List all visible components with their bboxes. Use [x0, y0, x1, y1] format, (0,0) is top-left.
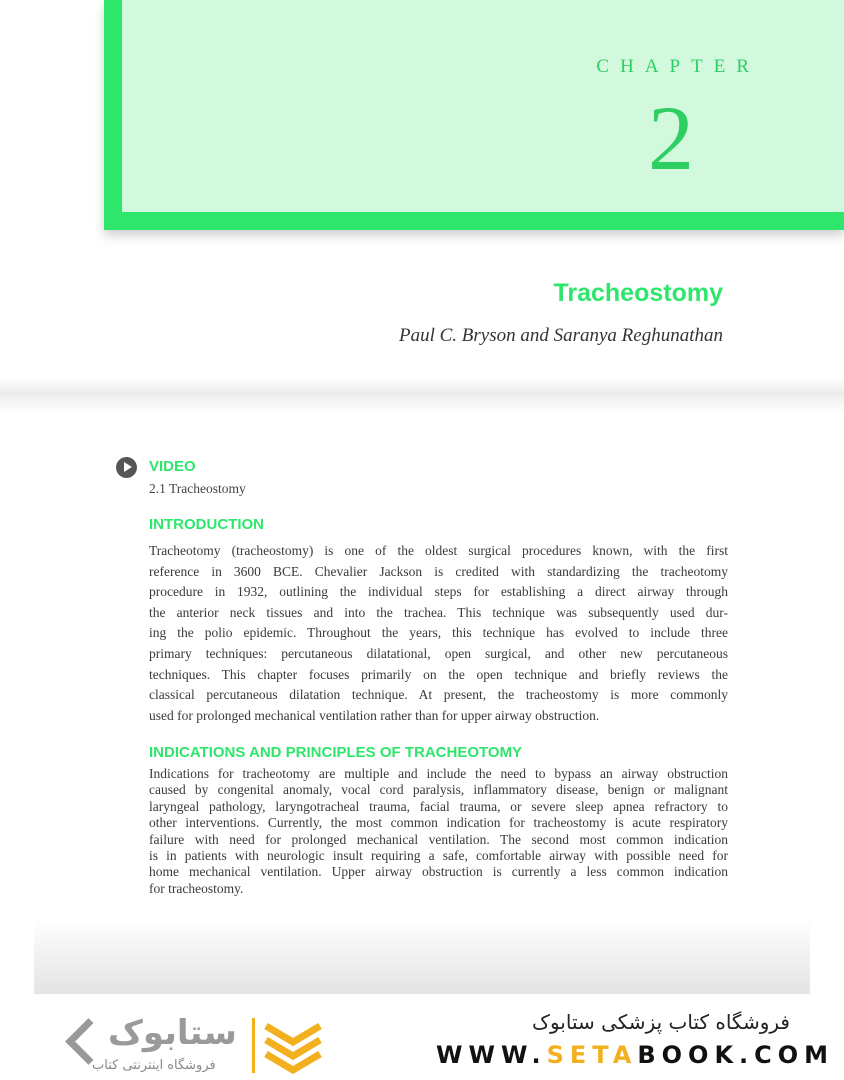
introduction-heading: INTRODUCTION: [149, 516, 264, 533]
paragraph-line: laryngeal pathology, laryngotracheal trauma, facial trauma, or severe sleep apnea refractory to: [149, 798, 728, 814]
chapter-label: CHAPTER: [596, 56, 760, 77]
paragraph-line: techniques. This chapter focuses primarily on the open technique and briefly reviews the: [149, 666, 728, 682]
video-link[interactable]: 2.1 Tracheostomy: [149, 481, 246, 496]
site-url[interactable]: [436, 1041, 834, 1069]
paragraph-line: reference in 3600 BCE. Chevalier Jackson is credited with standardizing the tracheotomy: [149, 563, 728, 579]
url-suffix: BOOK.COM: [637, 1041, 835, 1069]
paragraph-line: other interventions. Currently, the most common indication for tracheostomy is acute respiratory: [149, 815, 728, 831]
paragraph-line: procedure in 1932, outlining the individual steps for establishing a direct airway through: [149, 584, 728, 600]
indications-paragraph: [149, 766, 728, 897]
chapter-banner-inner: [122, 0, 844, 212]
paragraph-line: the anterior neck tissues and into the trachea. This technique was subsequently used dur-: [149, 604, 728, 620]
paragraph-line: classical percutaneous dilatation technique. At present, the tracheostomy is more commonly: [149, 687, 728, 703]
paragraph-line: Indications for tracheotomy are multiple and include the need to bypass an airway obstruction: [149, 766, 728, 781]
url-highlight: SETA: [546, 1041, 638, 1069]
footer-fade: [34, 918, 810, 994]
play-icon[interactable]: [116, 457, 137, 478]
video-heading: VIDEO: [149, 458, 196, 475]
chapter-title: Tracheostomy: [553, 279, 723, 307]
paragraph-line: ing the polio epidemic. Throughout the years, this technique has evolved to include three: [149, 625, 728, 641]
chapter-number: 2: [648, 87, 694, 189]
paragraph-line: failure with need for prolonged mechanical ventilation. The second most common indication: [149, 831, 728, 847]
paragraph-line: primary techniques: percutaneous dilatational, open surgical, and other new percutaneous: [149, 645, 728, 661]
paragraph-line: caused by congenital anomaly, vocal cord paralysis, inflammatory disease, benign or malignant: [149, 782, 728, 798]
store-name: فروشگاه کتاب پزشکی ستابوک: [532, 1010, 790, 1034]
chapter-authors: Paul C. Bryson and Saranya Reghunathan: [398, 325, 723, 346]
paragraph-line: Tracheotomy (tracheostomy) is one of the oldest surgical procedures known, with the first: [149, 543, 728, 558]
logo-subtext: فروشگاه اینترنتی کتاب: [92, 1058, 216, 1073]
chapter-banner: [104, 0, 844, 230]
paragraph-line: used for prolonged mechanical ventilation rather than for upper airway obstruction.: [149, 707, 600, 723]
logo-text: ستابوک: [108, 1013, 237, 1053]
paragraph-line: for tracheostomy.: [149, 880, 244, 896]
paragraph-line: is in patients with neurologic insult requiring a safe, comfortable airway with possible need for: [149, 848, 728, 864]
header-divider-band: [0, 378, 844, 414]
indications-heading: INDICATIONS AND PRINCIPLES OF TRACHEOTOMY: [149, 744, 523, 761]
url-prefix: WWW.: [436, 1041, 547, 1069]
logo-divider: [252, 1018, 255, 1073]
paragraph-line: home mechanical ventilation. Upper airway obstruction is currently a less common indication: [149, 864, 728, 880]
book-stack-icon: [262, 1016, 324, 1074]
introduction-paragraph: [149, 541, 728, 726]
